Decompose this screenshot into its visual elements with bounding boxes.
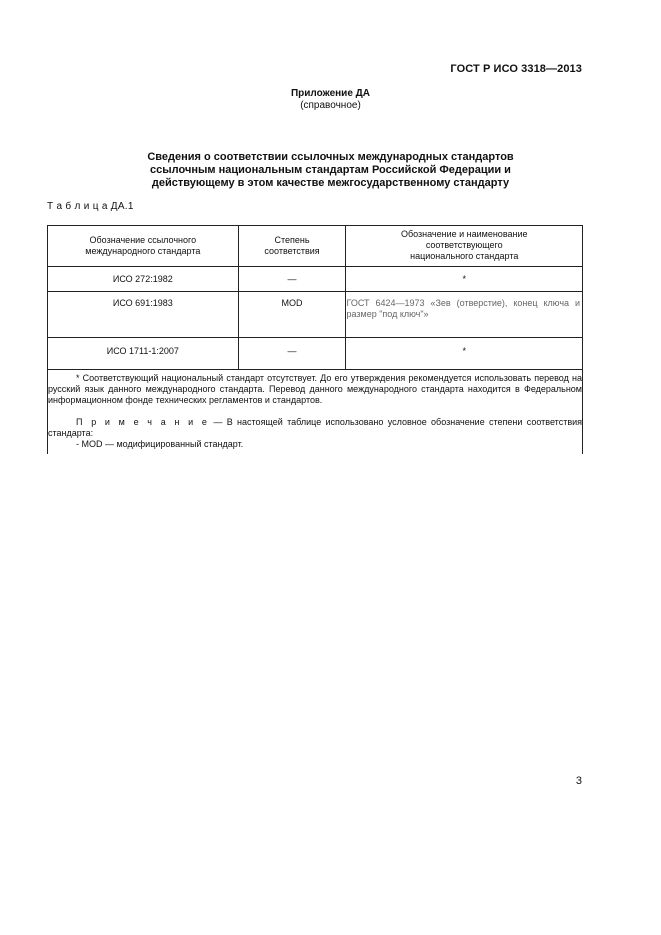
table-header-row: [48, 226, 583, 267]
note-label: П р и м е ч а н и е: [76, 417, 210, 427]
section-heading: [0, 151, 661, 190]
heading-line-2: ссылочным национальным стандартам Российской Федерации и: [150, 164, 511, 176]
standard-code: ГОСТ Р ИСО 3318—2013: [450, 63, 582, 75]
header-text: Степень: [274, 235, 310, 245]
header-text: соответствующего: [425, 240, 503, 250]
cell-national: *: [346, 338, 583, 370]
footnote: * Соответствующий национальный стандарт отсутствует. До его утверждения рекомендуется использовать перевод на русский язык данного международного стандарта. Перевод данного международного стандарта находится в Федеральном информационном фонде технических регламентов и стандартов.: [48, 373, 582, 405]
page-number: 3: [575, 775, 582, 787]
cell-degree: MOD: [238, 292, 346, 338]
cell-intl: ИСО 272:1982: [48, 267, 239, 292]
correspondence-table: [47, 225, 583, 454]
cell-degree: —: [238, 338, 346, 370]
cell-intl: ИСО 1711-1:2007: [48, 338, 239, 370]
note: [48, 417, 582, 439]
appendix-header: [0, 88, 661, 112]
table-notes: [48, 370, 583, 455]
header-text: Обозначение и наименование: [400, 229, 528, 239]
note-item: - MOD — модифицированный стандарт.: [76, 439, 244, 449]
cell-degree: —: [238, 267, 346, 292]
header-text: Обозначение ссылочного: [89, 235, 197, 245]
header-national-standard: [346, 226, 583, 267]
cell-national: *: [346, 267, 583, 292]
table-notes-row: [48, 370, 583, 455]
note-text: — В настоящей таблице использовано условное обозначение степени соответствия стандарта:: [48, 417, 582, 438]
table-row: [48, 267, 583, 292]
header-intl-standard: [48, 226, 239, 267]
header-text: международного стандарта: [85, 246, 201, 256]
cell-intl: ИСО 691:1983: [48, 292, 239, 338]
appendix-subtitle: (справочное): [300, 100, 361, 111]
heading-line-3: действующему в этом качестве межгосударственному стандарту: [151, 177, 510, 189]
table-row: [48, 338, 583, 370]
table-title: Т а б л и ц а ДА.1: [47, 201, 134, 212]
header-text: национального стандарта: [410, 251, 519, 261]
header-degree: [238, 226, 346, 267]
cell-national: ГОСТ 6424—1973 «Зев (отверстие), конец ключа и размер "под ключ"»: [346, 292, 583, 338]
appendix-title: Приложение ДА: [290, 88, 371, 99]
table-row: [48, 292, 583, 338]
header-text: соответствия: [264, 246, 320, 256]
heading-line-1: Сведения о соответствии ссылочных международных стандартов: [147, 151, 514, 163]
